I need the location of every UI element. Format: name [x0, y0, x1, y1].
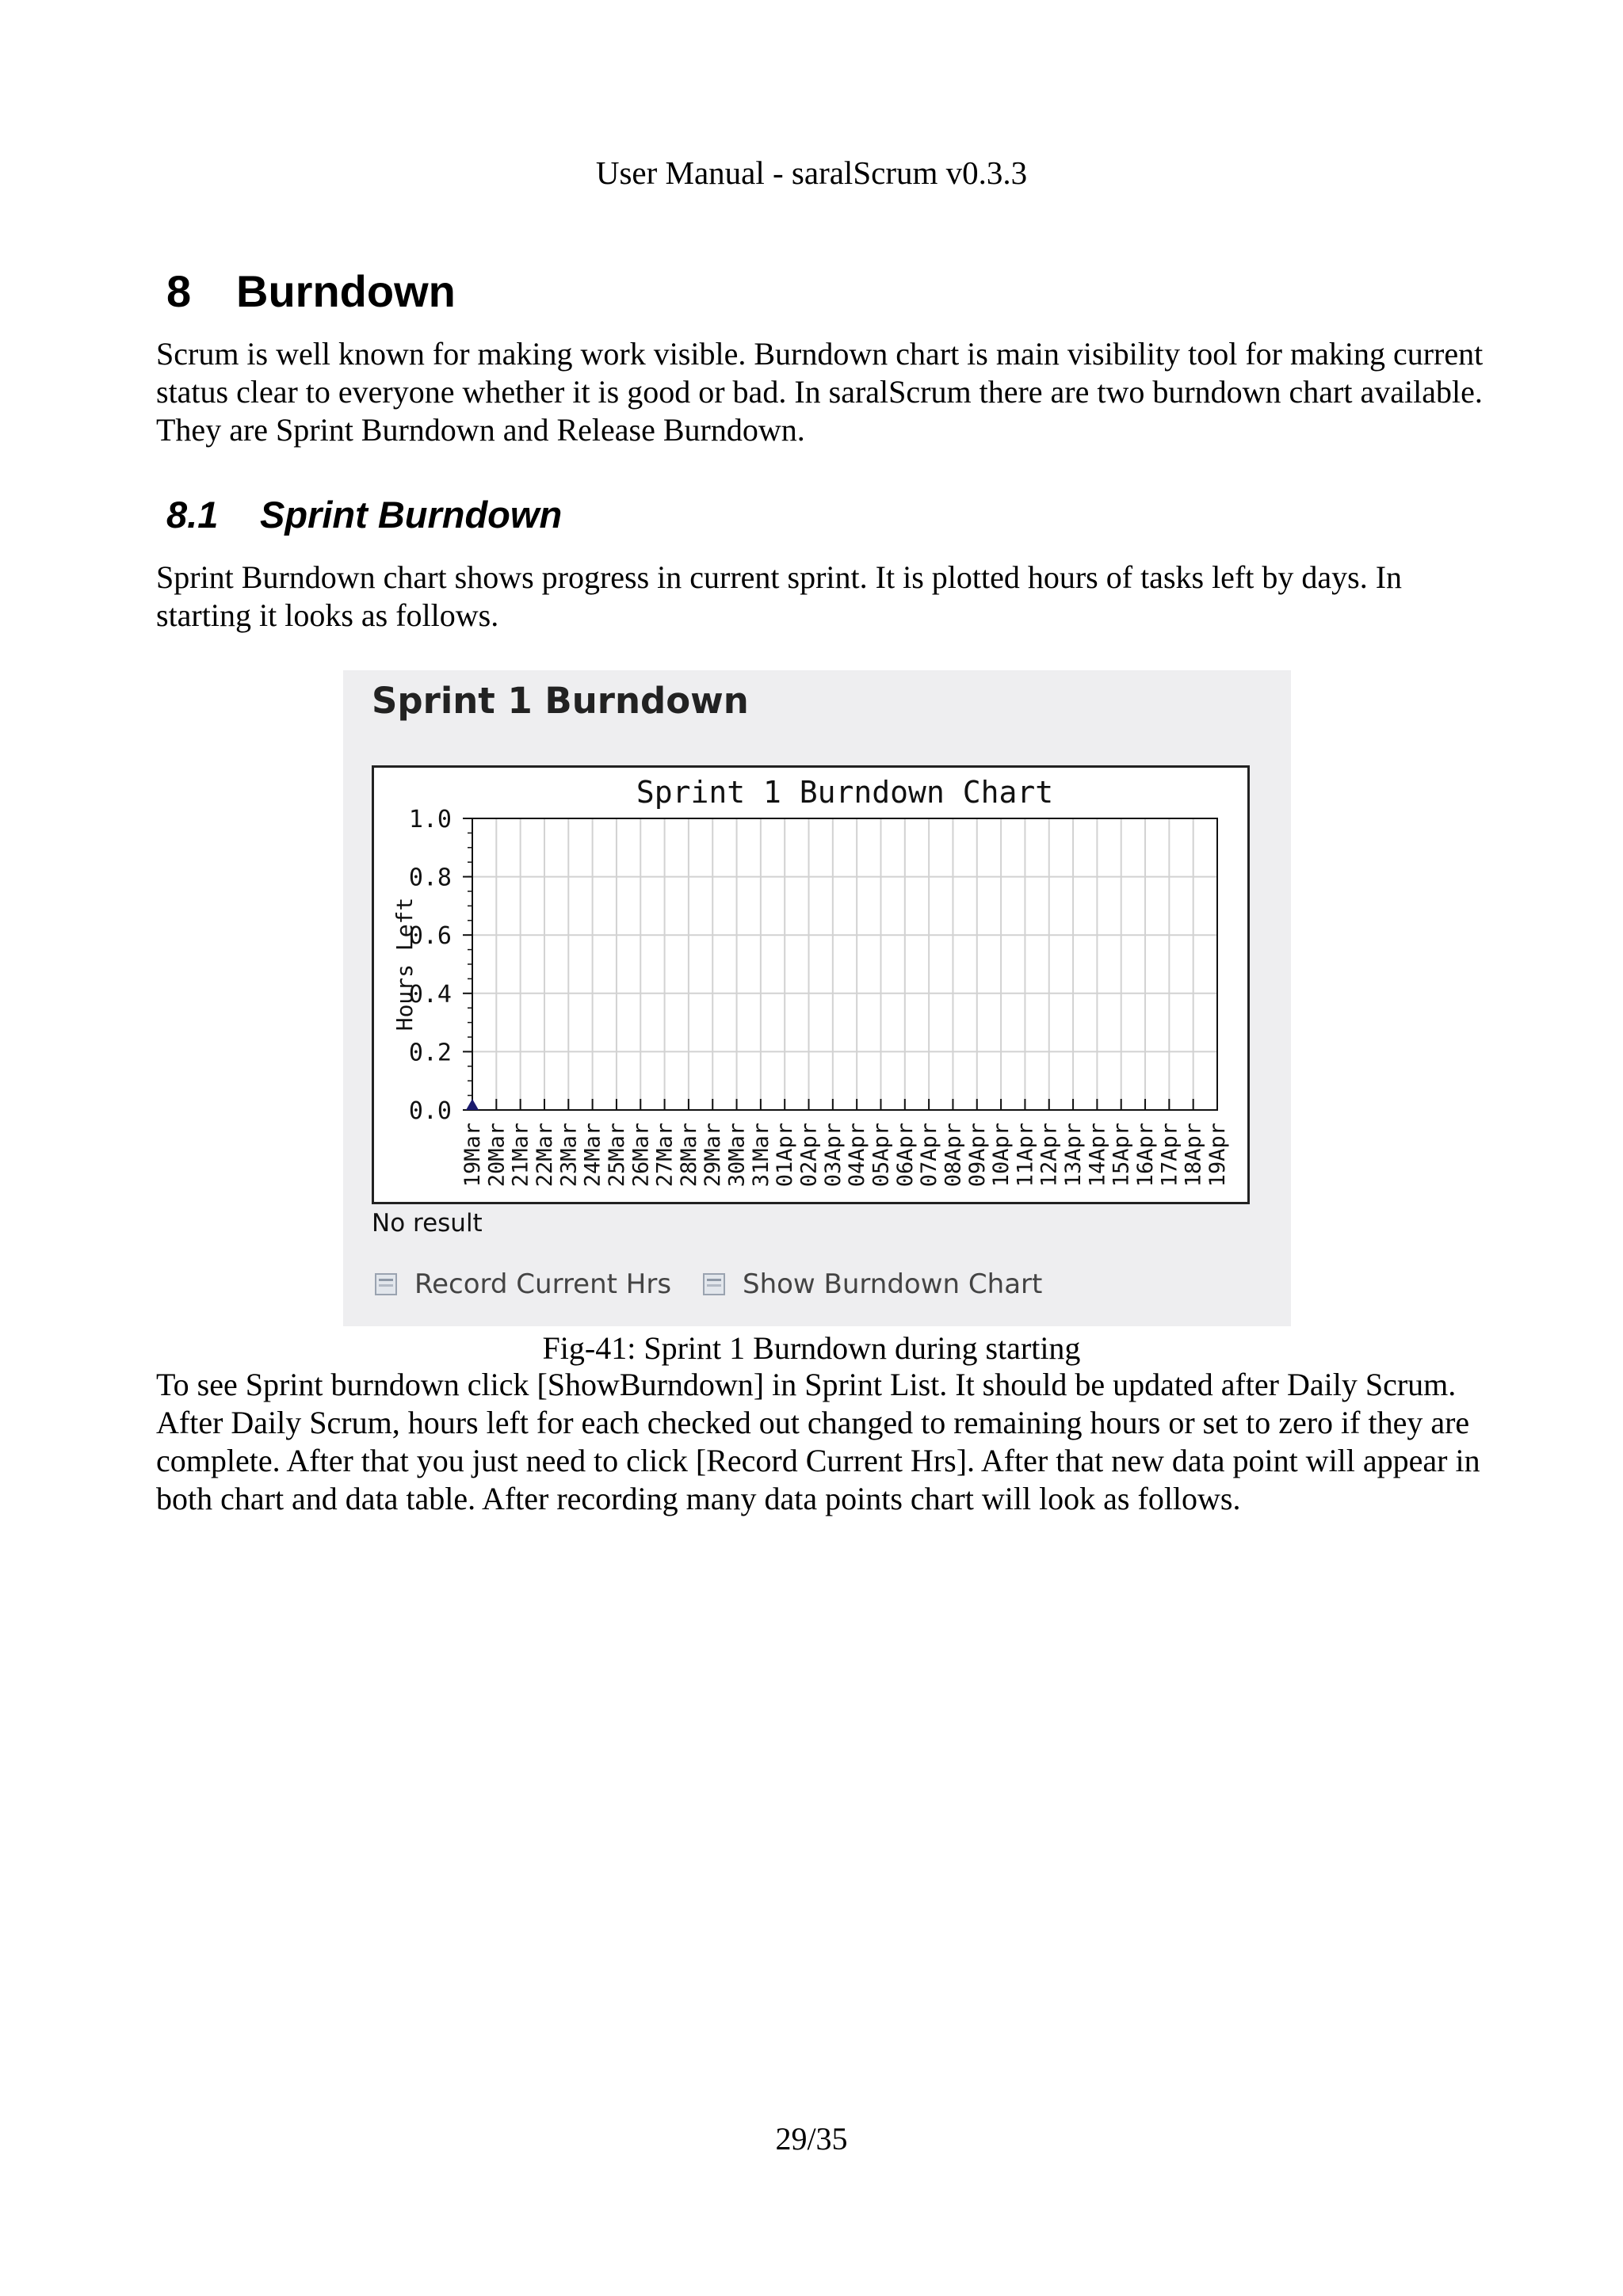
x-tick-label: 07Apr	[917, 1123, 942, 1188]
x-tick-label: 02Apr	[796, 1123, 822, 1188]
x-tick-label: 29Mar	[701, 1123, 726, 1188]
x-tick-label: 28Mar	[676, 1123, 701, 1188]
x-tick-label: 05Apr	[869, 1123, 894, 1188]
section-number: 8	[166, 266, 192, 316]
x-tick-label: 30Mar	[724, 1123, 750, 1188]
section-heading	[166, 264, 456, 319]
body-paragraph: To see Sprint burndown click [ShowBurndown] in Sprint List. It should be updated after Daily Scrum. After Daily Scrum, hours left for each checked out changed to remaining hours or set to zero if they are complete. After that you just need to click [Record Current Hrs]. After that new data point will appear in both chart and data table. After recording many data points chart will look as follows.	[156, 1367, 1480, 1516]
x-tick-label: 23Mar	[556, 1123, 582, 1188]
x-tick-label: 19Mar	[460, 1123, 485, 1188]
x-tick-label: 12Apr	[1037, 1123, 1062, 1188]
x-tick-label: 17Apr	[1157, 1123, 1182, 1188]
x-tick-label: 03Apr	[820, 1123, 846, 1188]
document-icon	[703, 1273, 725, 1295]
x-tick-label: 01Apr	[773, 1123, 798, 1188]
page-number: 29/35	[775, 2121, 848, 2157]
subsection-number: 8.1	[166, 494, 219, 536]
x-tick-label: 09Apr	[964, 1123, 990, 1188]
x-tick-label: 11Apr	[1013, 1123, 1038, 1188]
subsection-title: Sprint Burndown	[260, 494, 563, 536]
page-header: User Manual - saralScrum v0.3.3	[595, 154, 1028, 191]
chart-frame	[372, 765, 1250, 1204]
y-tick-label: 1.0	[408, 806, 452, 833]
x-tick-label: 25Mar	[604, 1123, 629, 1188]
x-tick-label: 06Apr	[892, 1123, 918, 1188]
y-tick-label: 0.8	[408, 864, 452, 892]
x-tick-label: 22Mar	[532, 1123, 557, 1188]
y-tick-label: 0.2	[408, 1039, 452, 1067]
x-tick-label: 24Mar	[580, 1123, 605, 1188]
y-tick-label: 0.6	[408, 922, 452, 951]
burndown-chart	[374, 768, 1247, 1202]
y-tick-label: 0.0	[408, 1097, 452, 1125]
x-tick-label: 10Apr	[989, 1123, 1014, 1188]
no-result-text: No result	[372, 1209, 483, 1238]
section-title: Burndown	[236, 266, 456, 316]
x-tick-label: 26Mar	[628, 1123, 654, 1188]
x-tick-label: 19Apr	[1205, 1123, 1230, 1188]
show-burndown-chart-label: Show Burndown Chart	[743, 1268, 1043, 1300]
document-icon	[375, 1273, 397, 1295]
data-point	[466, 1099, 479, 1110]
y-tick-label: 0.4	[408, 980, 452, 1009]
plot-area	[472, 818, 1217, 1110]
burndown-figure	[343, 670, 1291, 1326]
x-tick-label: 21Mar	[508, 1123, 533, 1188]
x-tick-label: 31Mar	[748, 1123, 773, 1188]
x-tick-label: 14Apr	[1085, 1123, 1110, 1188]
x-tick-label: 04Apr	[845, 1123, 870, 1188]
record-current-hrs-button[interactable]	[375, 1264, 671, 1304]
sub-intro-paragraph: Sprint Burndown chart shows progress in current sprint. It is plotted hours of tasks left by days. In starting it looks as follows.	[156, 559, 1403, 633]
y-axis-label: Hours Left	[391, 897, 418, 1032]
figure-caption: Fig-41: Sprint 1 Burndown during starting	[542, 1330, 1081, 1366]
x-tick-label: 08Apr	[941, 1123, 966, 1188]
chart-title: Sprint 1 Burndown Chart	[636, 775, 1054, 810]
panel-title: Sprint 1 Burndown	[372, 680, 749, 722]
x-tick-label: 16Apr	[1133, 1123, 1159, 1188]
record-current-hrs-label: Record Current Hrs	[414, 1268, 672, 1300]
show-burndown-chart-button[interactable]	[703, 1264, 1042, 1304]
x-tick-label: 15Apr	[1109, 1123, 1134, 1188]
x-tick-label: 13Apr	[1061, 1123, 1086, 1188]
x-tick-label: 18Apr	[1181, 1123, 1206, 1188]
subsection-heading	[166, 491, 562, 539]
x-tick-label: 27Mar	[652, 1123, 678, 1188]
intro-paragraph: Scrum is well known for making work visible. Burndown chart is main visibility tool for making current status clear to everyone whether it is good or bad. In saralScrum there are two burndown chart available. They are Sprint Burndown and Release Burndown.	[156, 336, 1484, 448]
x-tick-label: 20Mar	[484, 1123, 510, 1188]
